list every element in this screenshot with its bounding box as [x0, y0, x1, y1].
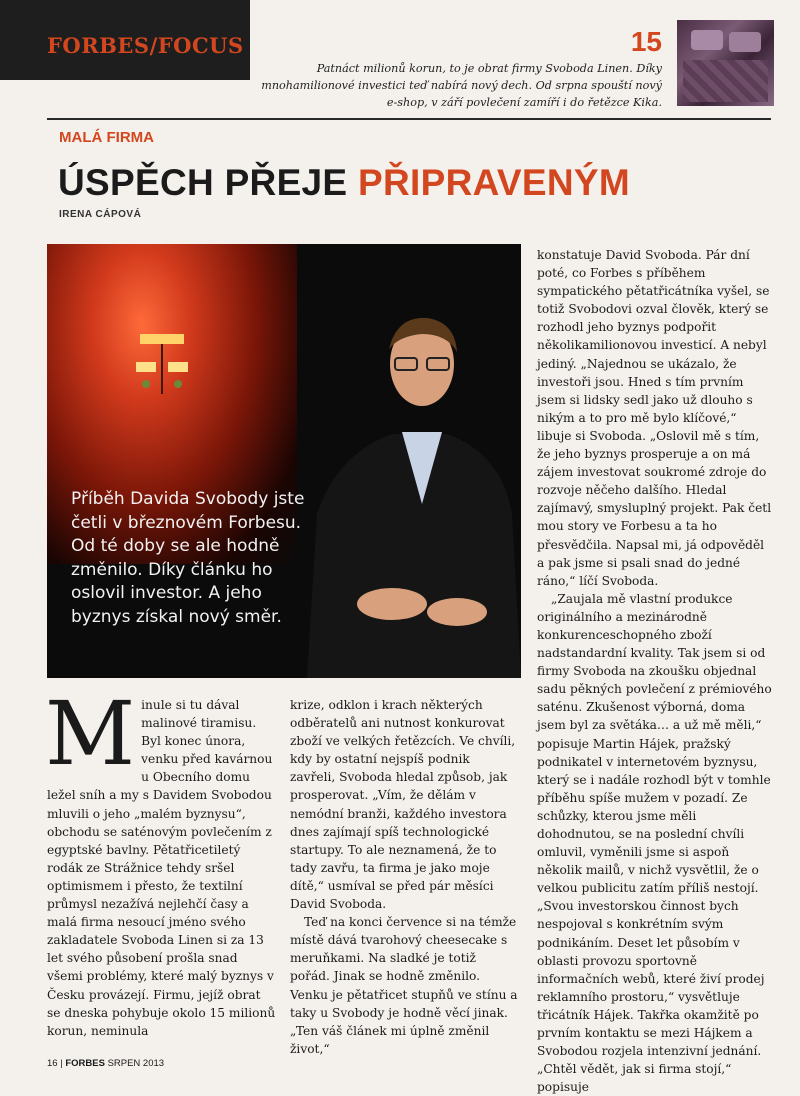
teaser-text: Patnáct milionů korun, to je obrat firmy Svoboda Linen. Díky mnohamilionové investici teď nabírá nový dech. Od srpna spouští nový e-shop, v září povlečení zamíří i do řetězce Kika.: [261, 62, 662, 109]
drop-cap: M: [45, 682, 136, 785]
teaser-thumbnail-image: [677, 20, 774, 106]
bedcover-shape: [683, 60, 768, 102]
article-column-3: [537, 246, 772, 1096]
paragraph: Teď na konci července si na témže místě dává tvarohový cheesecake s meruňkami. Na sladké je totiž pořád. Jinak se hodně změnilo. Venku je pětatřicet stupňů ve stínu a taky u Svobody je hodně věcí jinak. „Ten váš článek mi úplně změnil život,“: [290, 915, 518, 1056]
article-column-1: [45, 682, 277, 1040]
page-number: 16 |: [47, 1058, 63, 1069]
page-footer: [47, 1058, 164, 1069]
pillow-shape: [729, 32, 761, 52]
section-title: FORBES/FOCUS: [47, 33, 244, 58]
paragraph: „Zaujala mě vlastní produkce originálního a mezinárodně konkurenceschopného zboží nadstandardní kvality. Tak jsem si od firmy Svoboda na zkoušku objednal sadu pěkných povlečení z prémiového saténu. Zkušenost výborná, doma jsem byl za světáka… a už mě měli,“ popisuje Martin Hájek, pražský podnikatel v internetovém byznysu, který se i nadále rozhodl být v tomhle příběhu spíše mužem v pozadí. Ze schůzky, kterou jsme měli dohodnutou, se na poslední chvíli omluvil, vyměnili jsme si aspoň několik mailů, v nichž vysvětlil, že o velkou publicitu zatím příliš nestojí. „Svou investorskou činnost bych nespojoval s konkrétním svým podnikáním. Deset let působím v oblasti provozu sportovně informačních webů, které živí prodej reklamního prostoru,“ vysvětluje třicátník Hájek. Takřka okamžitě po prvním kontaktu se mezi Hájkem a Svobodou rozjela intenzivní jednání. „Chtěl vědět, jak si firma stojí,“ popisuje: [537, 591, 772, 1095]
man-silhouette: [297, 304, 521, 678]
magazine-name: FORBES: [65, 1058, 105, 1069]
headline-part-1: ÚSPĚCH PŘEJE: [58, 162, 348, 203]
article-author: IRENA CÁPOVÁ: [59, 209, 142, 220]
header-divider: [47, 118, 771, 120]
paragraph: krize, odklon i krach některých odběratelů ani nutnost konkurovat zboží ve velkých řetězcích. Ve chvíli, kdy by ostatní nejspíš podnik zavřeli, Svoboda hledal způsob, jak prosperovat. „Vím, že dělám v nemódní branži, každého investora dnes zajímají spíš technologické startupy. To ale neznamená, že to tady zavřu, ta firma je jako moje dítě,“ usmíval se před pár měsíci David Svoboda.: [290, 698, 516, 912]
issue-date: SRPEN 2013: [107, 1058, 165, 1069]
article-column-2: [290, 696, 518, 1058]
wall-lamp-icon: [132, 324, 192, 424]
paragraph: konstatuje David Svoboda. Pár dní poté, co Forbes s příběhem sympatického pětatřicátníka vyšel, se totiž Svobodovi ozval člověk, který se rozhodl jeho byznys podpořit několikamilionovou investicí. A nebyl jediný. „Najednou se ukázalo, že investoři jsou. Hned s tím prvním jsem si lidsky sedl jako už dlouho s nikým a to pro mě bylo klíčové,“ libuje si Svoboda. „Oslovil mě s tím, že jeho byznys prosperuje a on má zájem investovat soukromé zdroje do rozvoje něčeho dalšího. Hledal zajímavý, smysluplný projekt. Pak četl mou story ve Forbesu a ta ho přesvědčila. Napsal mi, já odpověděl a pak jsme si psali snad do jedné ráno,“ líčí Svoboda.: [537, 248, 772, 588]
article-photo: [47, 244, 521, 678]
pillow-shape: [691, 30, 723, 50]
teaser-page-number: 15: [630, 26, 662, 57]
article-headline: [58, 162, 630, 204]
headline-part-2: PŘIPRAVENÝM: [358, 162, 630, 203]
article-kicker: MALÁ FIRMA: [59, 129, 154, 146]
photo-caption: Příběh Davida Svobody jste četli v březnovém Forbesu. Od té doby se ale hodně změnilo. Díky článku ho oslovil investor. A jeho byznys získal nový směr.: [71, 489, 305, 627]
paragraph: inule si tu dával malinové tiramisu. Byl konec února, venku před kavárnou u Obecního domu ležel sníh a my s Davidem Svobodou mluvili o jeho „malém byznysu“, obchodu se saténovým povlečením z egyptské bavlny. Pětatřicetiletý rodák ze Strážnice tehdy sršel optimismem i přesto, že textilní průmysl nezažívá nejlehčí časy a malá firma nesoucí jméno svého zakladatele Svoboda Linen si za 13 let svého působení prošla snad všemi problémy, které malý byznys v Česku provázejí. Firmu, jejíž obrat se dneska pohybuje okolo 15 milionů korun, neminula: [47, 698, 276, 1038]
